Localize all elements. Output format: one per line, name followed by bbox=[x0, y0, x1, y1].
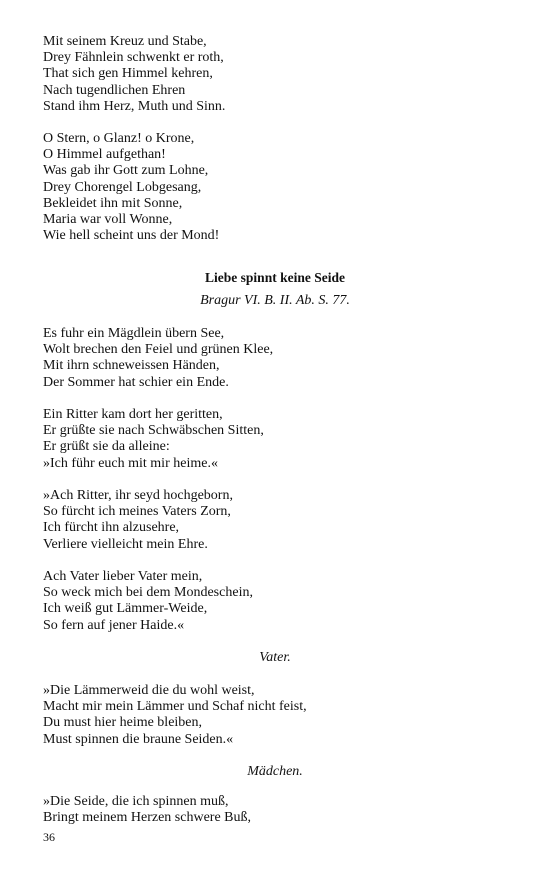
verse-line: Must spinnen die braune Seiden.« bbox=[43, 731, 234, 747]
stanza-1 bbox=[43, 34, 513, 115]
verse-line: Du must hier heime bleiben, bbox=[43, 715, 203, 731]
verse-line: Was gab ihr Gott zum Lohne, bbox=[43, 163, 209, 179]
stanza-4 bbox=[43, 407, 513, 472]
verse-line: Bringt meinem Herzen schwere Buß, bbox=[43, 810, 251, 826]
verse-line: Ich fürcht ihn alzusehre, bbox=[43, 520, 180, 536]
stanza-2 bbox=[43, 131, 513, 244]
verse-line: Wolt brechen den Feiel und grünen Klee, bbox=[43, 342, 274, 358]
verse-line: So fern auf jener Haide.« bbox=[43, 617, 185, 633]
verse-line: Maria war voll Wonne, bbox=[43, 212, 173, 228]
poem-source: Bragur VI. B. II. Ab. S. 77. bbox=[200, 293, 350, 308]
verse-line: »Ich führ euch mit mir heime.« bbox=[43, 455, 218, 471]
verse-line: Bekleidet ihn mit Sonne, bbox=[43, 195, 183, 211]
verse-line: Es fuhr ein Mägdlein übern See, bbox=[43, 326, 225, 341]
verse-line: Nach tugendlichen Ehren bbox=[43, 82, 186, 98]
verse-line: That sich gen Himmel kehren, bbox=[43, 66, 213, 82]
stanza-6 bbox=[43, 569, 513, 634]
verse-line: O Stern, o Glanz! o Krone, bbox=[43, 131, 195, 146]
verse-line: Drey Chorengel Lobgesang, bbox=[43, 179, 202, 195]
verse-line: Er grüßt sie da alleine: bbox=[43, 439, 170, 455]
speaker-label-father: Vater. bbox=[259, 650, 291, 665]
verse-line: Macht mir mein Lämmer und Schaf nicht feist, bbox=[43, 699, 307, 715]
speaker-label-girl: Mädchen. bbox=[247, 764, 303, 779]
verse-line: So fürcht ich meines Vaters Zorn, bbox=[43, 504, 231, 520]
poem-title: Liebe spinnt keine Seide bbox=[205, 270, 345, 285]
page-number: 36 bbox=[43, 830, 55, 844]
verse-line: Verliere vielleicht mein Ehre. bbox=[43, 536, 208, 552]
verse-line: O Himmel aufgethan! bbox=[43, 147, 166, 163]
verse-line: Ein Ritter kam dort her geritten, bbox=[43, 407, 223, 422]
stanza-5 bbox=[43, 488, 513, 553]
verse-line: Mit seinem Kreuz und Stabe, bbox=[43, 34, 207, 49]
verse-line: Ich weiß gut Lämmer-Weide, bbox=[43, 601, 208, 617]
verse-line: Wie hell scheint uns der Mond! bbox=[43, 228, 220, 244]
stanza-3 bbox=[43, 326, 513, 391]
verse-line: »Ach Ritter, ihr seyd hochgeborn, bbox=[43, 488, 233, 503]
verse-line: So weck mich bei dem Mondeschein, bbox=[43, 585, 253, 601]
stanza-8 bbox=[43, 794, 513, 826]
verse-line: Drey Fähnlein schwenkt er roth, bbox=[43, 50, 224, 66]
verse-line: »Die Seide, die ich spinnen muß, bbox=[43, 794, 229, 809]
verse-line: Er grüßte sie nach Schwäbschen Sitten, bbox=[43, 423, 264, 439]
verse-line: Stand ihm Herz, Muth und Sinn. bbox=[43, 98, 226, 114]
verse-line: »Die Lämmerweid die du wohl weist, bbox=[43, 683, 255, 698]
verse-line: Ach Vater lieber Vater mein, bbox=[43, 569, 203, 584]
verse-line: Der Sommer hat schier ein Ende. bbox=[43, 374, 229, 390]
stanza-7 bbox=[43, 683, 513, 748]
verse-line: Mit ihrn schneweissen Händen, bbox=[43, 358, 220, 374]
